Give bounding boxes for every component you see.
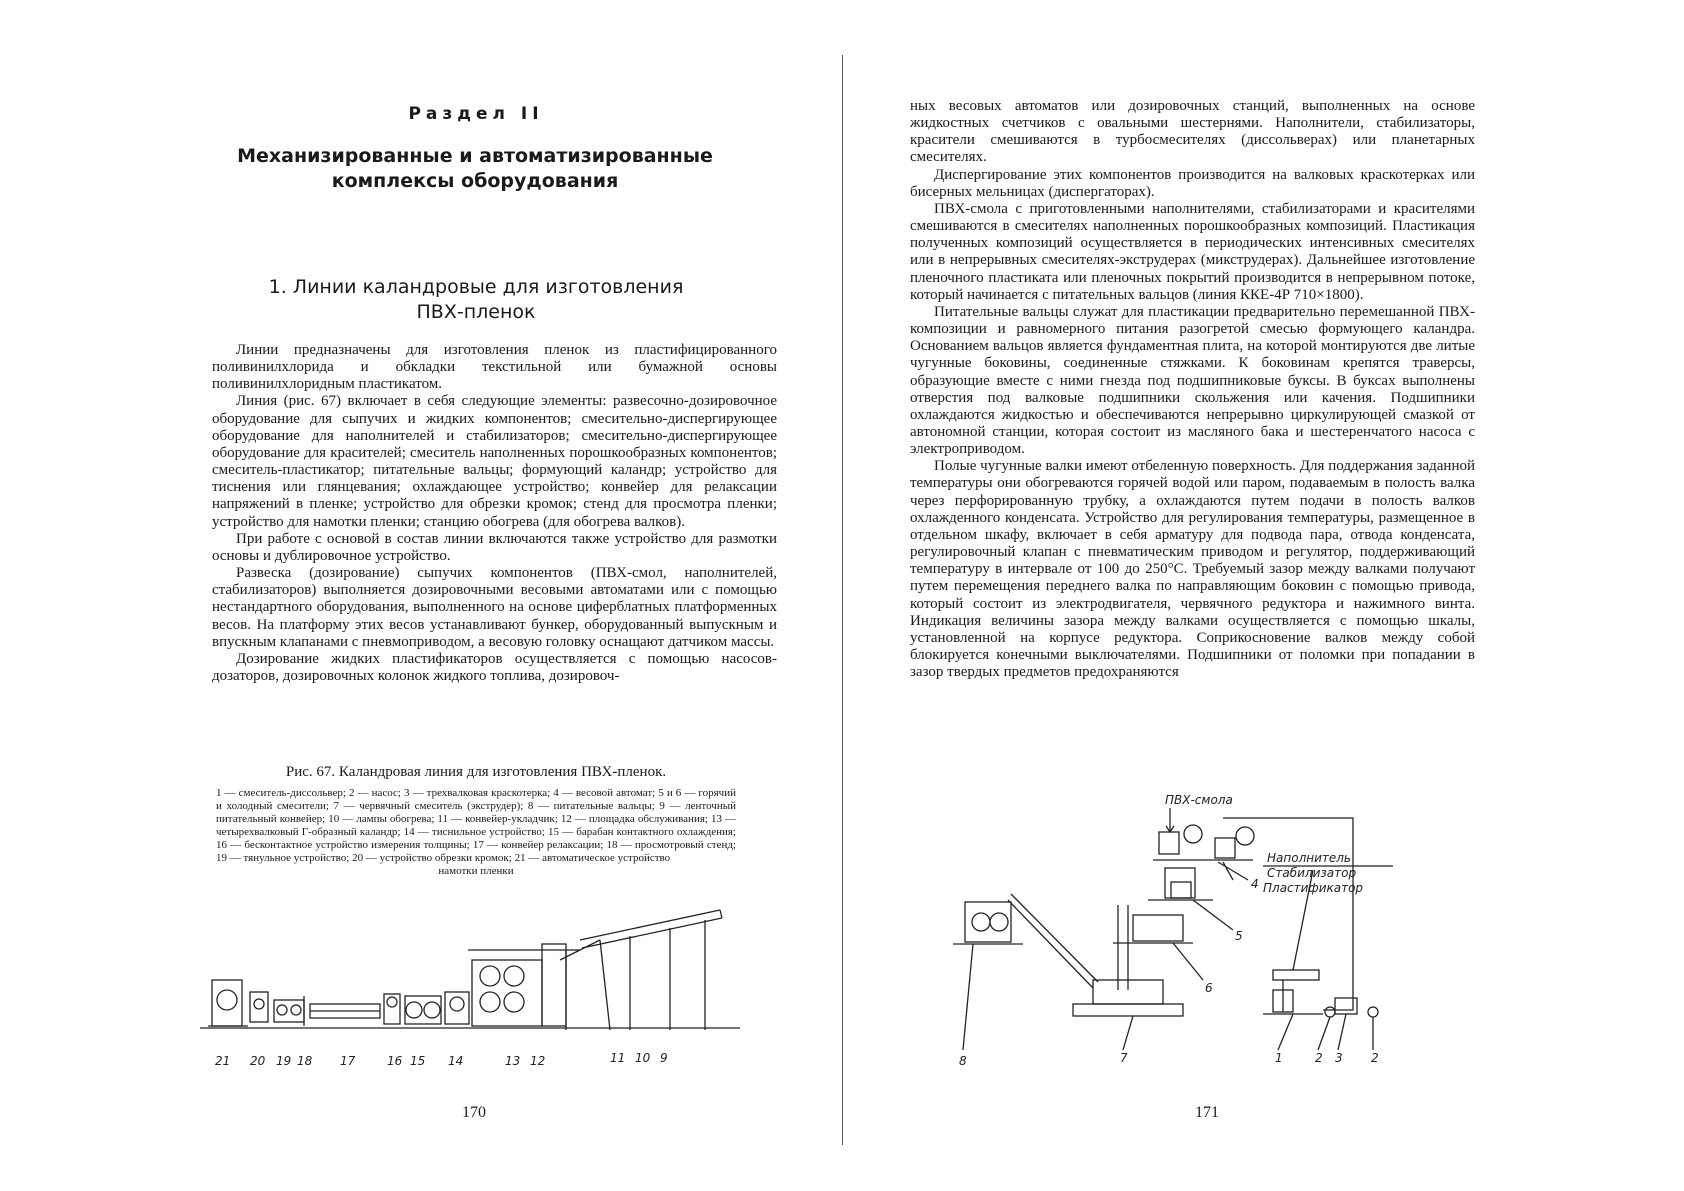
fig-label: 19 bbox=[276, 1054, 292, 1068]
fig-label: 10 bbox=[635, 1051, 651, 1065]
fig-label: 5 bbox=[1235, 929, 1243, 943]
fig-label: 21 bbox=[215, 1054, 231, 1068]
fig-label: 4 bbox=[1251, 877, 1259, 891]
figure-legend bbox=[216, 787, 736, 878]
paragraph: При работе с основой в состав линии включаются также устройство для размотки основы и дублировочное устройство. bbox=[212, 530, 777, 564]
fig-label: 13 bbox=[505, 1054, 521, 1068]
left-body-text bbox=[212, 342, 777, 685]
paragraph: Линия (рис. 67) включает в себя следующие элементы: развесочно-дозировочное оборудование для сыпучих и жидких компонентов; смесительно-диспергирующее оборудование для наполнителей и стабилизаторов; смесительно-диспергирующее оборудование для красителей; смеситель наполненных порошкообразных компонентов; смеситель-пластикатор; питательные вальцы; формующий каландр; устройство для тиснения или глянцевания; охлаждающее устройство; конвейер для релаксации напряжений в пленке; устройство для обрезки кромок; стенд для просмотра пленки; устройство для намотки пленки; станцию обогрева (для обогрева валков). bbox=[212, 393, 777, 530]
paragraph: Питательные вальцы служат для пластикации предварительно перемешанной ПВХ-композиции и равномерного питания разогретой смесью формующего каландра. Основанием вальцов является фундаментная плита, на которой монтируются две литые чугунные боковины, соединенные стяжками. К боковинам крепятся траверсы, образующие вместе с ними гнезда под подшипниковые буксы. В буксах выполнены отверстия под валковые подшипники скольжения или качения. Подшипники охлаждаются жидкостью и обеспечиваются непрерывно циркулирующей смазкой от автономной станции, которая состоит из масляного бака и шестеренчатого насоса с электроприводом. bbox=[910, 303, 1475, 458]
fig-label: 20 bbox=[250, 1054, 266, 1068]
page-number: 170 bbox=[462, 1104, 486, 1121]
fig-label: 16 bbox=[387, 1054, 403, 1068]
fig-label-filler: Наполнитель bbox=[1267, 851, 1351, 865]
chapter-title-line: 1. Линии каландровые для изготовления bbox=[268, 276, 684, 298]
section-title-line: комплексы оборудования bbox=[331, 170, 619, 192]
fig-label: 8 bbox=[959, 1054, 967, 1068]
figure-caption: Рис. 67. Каландровая линия для изготовления ПВХ-пленок. bbox=[285, 764, 667, 780]
figure-legend-last: намотки пленки bbox=[438, 865, 514, 877]
right-body-text bbox=[910, 98, 1475, 681]
book-spine bbox=[842, 55, 843, 1145]
fig-label: 15 bbox=[410, 1054, 426, 1068]
paragraph: Диспергирование этих компонентов производится на валковых краскотерках или бисерных мельницах (диспергаторах). bbox=[910, 166, 1475, 200]
paragraph: Развеска (дозирование) сыпучих компонентов (ПВХ-смол, наполнителей, стабилизаторов) выполняется дозировочными весовыми автоматами или с помощью нестандартного оборудования, выполненного на основе циферблатных платформенных весов. На платформу этих весов устанавливают бункер, оборудованный выпускным и впускным клапанами с пневмоприводом, а весовую головку оснащают датчиком массы. bbox=[212, 565, 777, 650]
paragraph: Дозирование жидких пластификаторов осуществляется с помощью насосов-дозаторов, дозировочных колонок жидкого топлива, дозировоч- bbox=[212, 650, 777, 684]
fig-label: 2 bbox=[1371, 1051, 1379, 1065]
paragraph: ПВХ-смола с приготовленными наполнителями, стабилизаторами и красителями смешиваются в смесителях наполненных порошкообразных композиций. Пластикация полученных композиций осуществляется в периодических интенсивных смесителях или в непрерывных смесителях-экструдерах (микструдерах). Дальнейшее изготовление пленочного пластиката или пленочных покрытий производится в непрерывном потоке, который начинается с питательных вальцов (линия ККЕ-4Р 710×1800). bbox=[910, 200, 1475, 303]
fig-label: 11 bbox=[610, 1051, 626, 1065]
paragraph: ных весовых автоматов или дозировочных станций, выполненных на основе жидкостных счетчиков с овальными шестернями. Наполнители, стабилизаторы, красители смешиваются в турбосмесителях (диссольверах) или планетарных смесителях. bbox=[910, 98, 1475, 166]
page-number: 171 bbox=[1195, 1104, 1219, 1121]
fig-label: 17 bbox=[340, 1054, 356, 1068]
fig-label-plasticizer: Пластификатор bbox=[1263, 881, 1364, 895]
calender-line-figure bbox=[200, 900, 760, 1080]
fig-label: 2 bbox=[1315, 1051, 1323, 1065]
fig-label: 6 bbox=[1205, 981, 1213, 995]
fig-label: 3 bbox=[1335, 1051, 1343, 1065]
fig-label: 9 bbox=[660, 1051, 668, 1065]
fig-label-pvc: ПВХ-смола bbox=[1165, 793, 1233, 807]
paragraph: Полые чугунные валки имеют отбеленную поверхность. Для поддержания заданной температуры они обогреваются горячей водой или паром, подаваемым в полость валка через перфорированную трубку, а охлаждаются путем подачи в полость валков охлажденного конденсата. Устройство для регулирования температуры, размещенное в отдельном шкафу, включает в себя арматуру для подвода пара, отвода конденсата, регулировочный клапан с пневматическим приводом и регулятор, поддерживающий температуру в интервале от 100 до 250°С. Требуемый зазор между валками получают путем перемещения переднего валка по направляющим боковин с помощью привода, который состоит из электродвигателя, червячного редуктора и нажимного винта. Индикация величины зазора между валками осуществляется с помощью шкалы, установленной на корпусе редуктора. Соприкосновение валков между собой блокируется конечными выключателями. Подшипники от поломки при попадании в зазор твердых предметов предохраняются bbox=[910, 458, 1475, 681]
figure-legend-text: 1 — смеситель-диссольвер; 2 — насос; 3 — трехвалковая краскотерка; 4 — весовой автомат; 5 и 6 — горячий и холодный смесители; 7 — червячный смеситель (экструдер); 8 — питательные вальцы; 9 — ленточный питательный конвейер; 10 — лампы обогрева; 11 — конвейер-укладчик; 12 — площадка обслуживания; 13 — четырехвалковый Г-образный каландр; 14 — тиснильное устройство; 15 — барабан контактного охлаждения; 16 — бесконтактное устройство измерения толщины; 17 — конвейер релаксации; 18 — просмотровый стенд; 19 — тянульное устройство; 20 — устройство обрезки кромок; 21 — автоматическое устройство bbox=[216, 787, 736, 864]
section-title bbox=[200, 144, 750, 194]
fig-label: 12 bbox=[530, 1054, 546, 1068]
fig-label-stabilizer: Стабилизатор bbox=[1267, 866, 1357, 880]
mixing-line-figure bbox=[933, 790, 1493, 1090]
fig-label: 14 bbox=[448, 1054, 464, 1068]
section-title-line: Механизированные и автоматизированные bbox=[237, 145, 713, 167]
chapter-title-line: ПВХ-пленок bbox=[416, 301, 536, 323]
fig-label: 7 bbox=[1120, 1051, 1128, 1065]
paragraph: Линии предназначены для изготовления пленок из пластифицированного поливинилхлорида и обкладки текстильной или бумажной основы поливинилхлоридным пластикатом. bbox=[212, 342, 777, 393]
section-label: Раздел II bbox=[408, 104, 544, 124]
fig-label: 18 bbox=[297, 1054, 313, 1068]
fig-label: 1 bbox=[1275, 1051, 1283, 1065]
chapter-title bbox=[216, 275, 736, 325]
